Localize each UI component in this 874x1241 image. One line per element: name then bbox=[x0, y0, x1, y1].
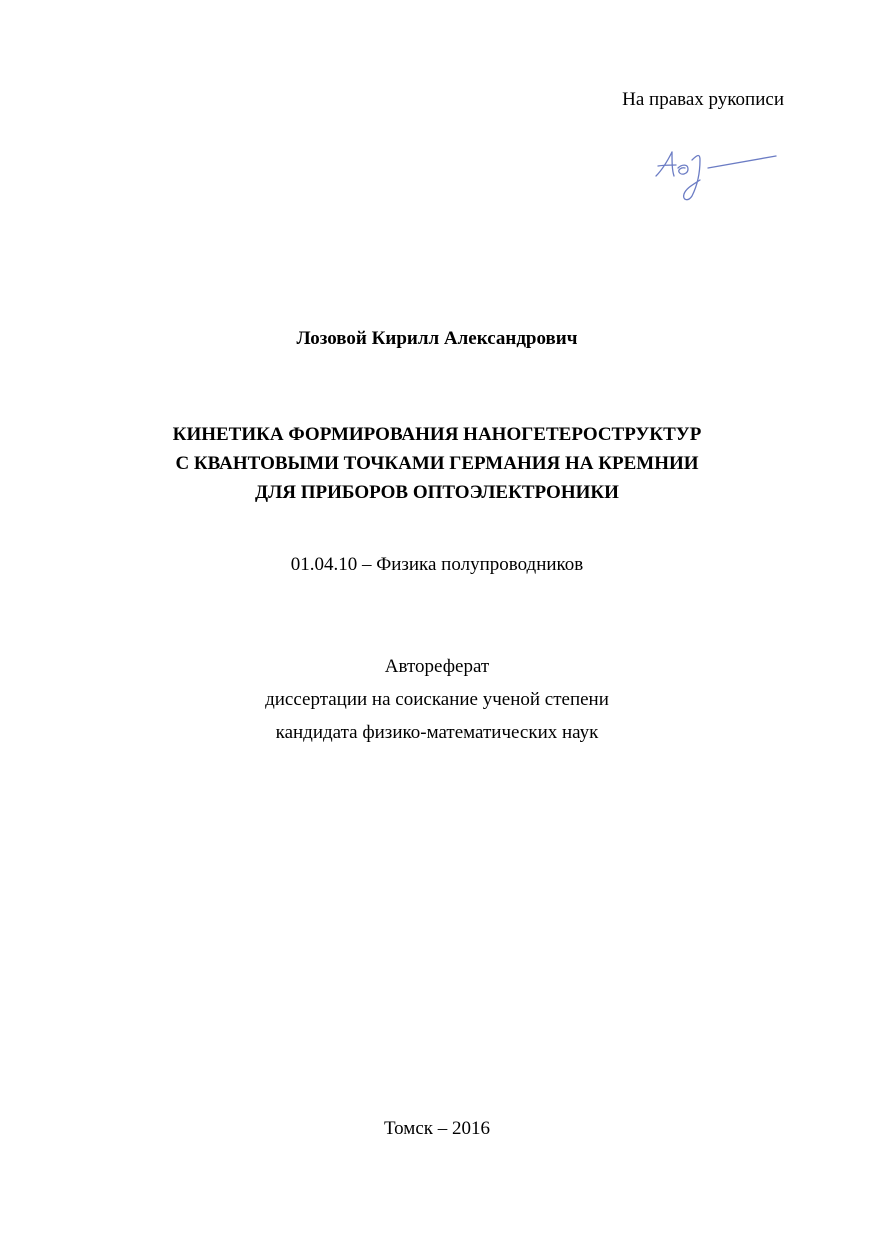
dissertation-title bbox=[0, 420, 874, 507]
title-line: КИНЕТИКА ФОРМИРОВАНИЯ НАНОГЕТЕРОСТРУКТУР bbox=[172, 424, 702, 445]
title-line: ДЛЯ ПРИБОРОВ ОПТОЭЛЕКТРОНИКИ bbox=[255, 482, 619, 503]
city-year: Томск – 2016 bbox=[383, 1118, 490, 1139]
abstract-line: кандидата физико-математических наук bbox=[275, 722, 599, 743]
abstract-description bbox=[0, 650, 874, 749]
abstract-line: Автореферат bbox=[384, 656, 490, 677]
author-name: Лозовой Кирилл Александрович bbox=[296, 328, 578, 349]
abstract-line: диссертации на соискание ученой степени bbox=[265, 689, 609, 710]
specialty-code: 01.04.10 – Физика полупроводников bbox=[290, 554, 584, 575]
handwritten-signature bbox=[648, 138, 788, 208]
rights-notice: На правах рукописи bbox=[622, 89, 784, 110]
title-line: С КВАНТОВЫМИ ТОЧКАМИ ГЕРМАНИЯ НА КРЕМНИИ bbox=[175, 453, 699, 474]
